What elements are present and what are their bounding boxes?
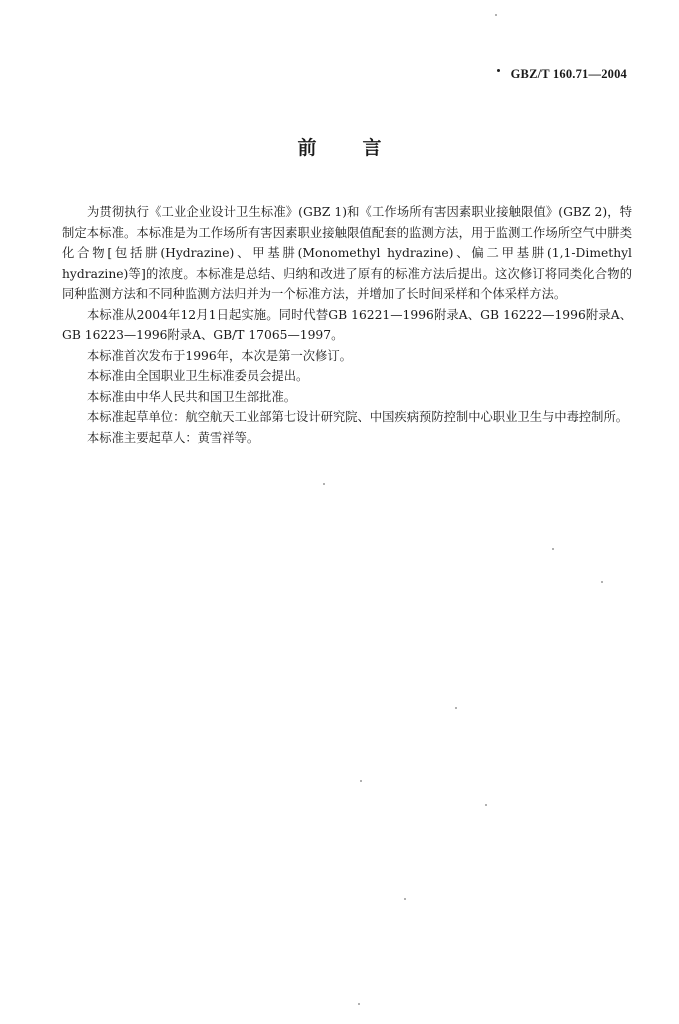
scan-speck	[358, 1003, 360, 1005]
paragraph-first-publication: 本标准首次发布于1996年，本次是第一次修订。	[87, 348, 352, 363]
foreword-body	[62, 202, 632, 448]
standard-code	[511, 67, 627, 82]
paragraph-proposer: 本标准由全国职业卫生标准委员会提出。	[87, 369, 309, 383]
scan-speck	[485, 804, 487, 806]
paragraph-effective-date: 本标准从2004年12月1日起实施。同时代替GB 16221—1996附录A、GB 16222—1996附录A、GB 16223—1996附录A、GB/T 17065—1997。	[62, 307, 632, 342]
standard-code-text: GBZ/T 160.71—2004	[510, 67, 627, 81]
scan-speck	[552, 548, 554, 550]
bullet-mark-icon	[497, 69, 500, 72]
scan-speck	[323, 483, 325, 485]
paragraph-drafting-units: 本标准起草单位：航空航天工业部第七设计研究院、中国疾病预防控制中心职业卫生与中毒控制所。	[87, 410, 629, 424]
paragraph-approver: 本标准由中华人民共和国卫生部批准。	[87, 389, 297, 404]
scan-speck	[495, 14, 497, 16]
page-title: 前言	[297, 137, 428, 159]
paragraph-drafters: 本标准主要起草人：黄雪祥等。	[87, 430, 260, 445]
paragraph-purpose: 为贯彻执行《工业企业设计卫生标准》(GBZ 1)和《工作场所有害因素职业接触限值》(GBZ 2)，特制定本标准。本标准是为工作场所有害因素职业接触限值配套的监测方法，用于监测工作场所空气中肼类化合物[包括肼(Hydrazine)、甲基肼(Monomethyl hydrazine)、偏二甲基肼(1,1-Dimethyl hydrazine)等]的浓度。本标准是总结、归纳和改进了原有的标准方法后提出。这次修订将同类化合物的同种监测方法和不同种监测方法归并为一个标准方法，并增加了长时间采样和个体采样方法。	[62, 205, 632, 301]
scan-speck	[360, 780, 362, 782]
scan-speck	[601, 581, 603, 583]
scan-speck	[455, 707, 457, 709]
scan-speck	[404, 898, 406, 900]
